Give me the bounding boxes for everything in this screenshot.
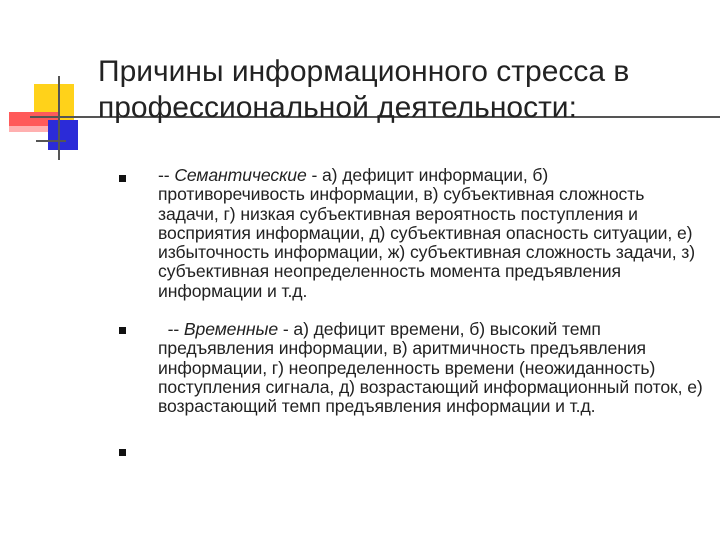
slide-title xyxy=(98,54,698,126)
bullet-item-semantic xyxy=(158,166,698,301)
bullet-term: Семантические xyxy=(174,165,307,185)
bullet-prefix: -- xyxy=(158,319,184,339)
decor-vertical-line xyxy=(58,76,60,160)
bullet-marker xyxy=(119,449,126,456)
bullet-item-temporal xyxy=(158,319,708,417)
title-line-1: Причины информационного стресса в xyxy=(98,55,630,88)
bullet-prefix: -- xyxy=(158,165,175,185)
decor-blue-square xyxy=(48,120,78,150)
bullet-marker xyxy=(119,175,126,182)
bullet-marker xyxy=(119,327,126,334)
bullet-body: - а) дефицит времени, б) высокий темп предъявления информации, в) аритмичность предъявления информации, г) неопределенность времени (неожиданность) поступления сигнала, д) возрастающий информационный поток, е) возрастающий темп предъявления информации и т.д. xyxy=(158,319,708,417)
bullet-term: Временные xyxy=(183,319,279,339)
bullet-body: - а) дефицит информации, б) противоречивость информации, в) субъективная сложность задачи, г) низкая субъективная вероятность поступления и восприятия информации, д) субъективная опасность ситуации, е) избыточность информации, ж) субъективная сложность задачи, з) субъективная неопределенность момента предъявления информации и т.д. xyxy=(158,165,695,301)
title-line-2: профессиональной деятельности: xyxy=(98,91,577,124)
decor-short-line xyxy=(36,140,66,142)
